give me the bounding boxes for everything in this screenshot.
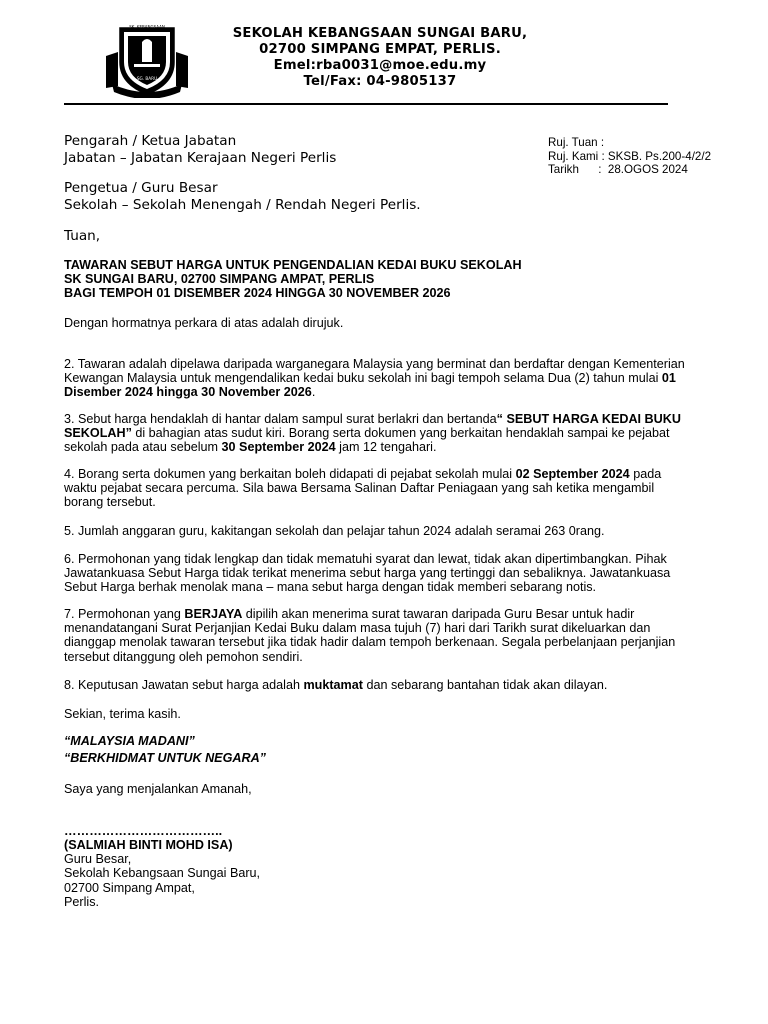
recipient-line: Jabatan – Jabatan Kerajaan Negeri Perlis	[64, 150, 337, 166]
ref-ruj-kami: Ruj. Kami : SKSB. Ps.200-4/2/2	[548, 149, 712, 163]
title-line: TAWARAN SEBUT HARGA UNTUK PENGENDALIAN KEDAI BUKU SEKOLAH	[64, 258, 522, 272]
paragraph-5: 5. Jumlah anggaran guru, kakitangan sekolah dan pelajar tahun 2024 adalah seramai 263 0rang.	[64, 524, 605, 538]
motto-line: “MALAYSIA MADANI”	[64, 734, 195, 748]
p2-end: .	[311, 385, 316, 400]
signature-dots: ………………………………..	[64, 824, 223, 838]
p8-text-2: dan sebarang bantahan tidak akan dilayan.	[362, 678, 608, 692]
signatory-title: Guru Besar,	[64, 852, 132, 867]
ref-tarikh: Tarikh : 28.OGOS 2024	[548, 163, 688, 176]
ref-ruj-tuan: Ruj. Tuan :	[548, 136, 605, 149]
p8-text: 8. Keputusan Jawatan sebut harga adalah	[64, 678, 304, 692]
p3-text-3: jam 12 tengahari.	[335, 440, 437, 455]
p3-text: 3. Sebut harga hendaklah di hantar dalam sampul surat berlakri dan bertanda	[64, 412, 497, 426]
signoff-amanah: Saya yang menjalankan Amanah,	[64, 782, 252, 796]
p3-label: “ SEBUT HARGA KEDAI BUKU SEKOLAH”	[64, 412, 681, 441]
p3-deadline: 30 September 2024	[221, 440, 336, 455]
school-phone: Tel/Fax: 04-9805137	[303, 74, 457, 89]
recipient-line: Pengarah / Ketua Jabatan	[64, 133, 237, 149]
p7-emphasis: BERJAYA	[184, 607, 243, 621]
motto-line: “BERKHIDMAT UNTUK NEGARA”	[64, 751, 266, 765]
signatory-address: 02700 Simpang Ampat,	[64, 880, 195, 895]
school-crest-logo	[104, 22, 190, 98]
p8-emphasis: muktamat	[303, 678, 363, 692]
title-line: SK SUNGAI BARU, 02700 SIMPANG AMPAT, PERLIS	[64, 271, 375, 286]
paragraph-2	[64, 357, 694, 400]
paragraph-7	[64, 607, 694, 664]
crest-text-bottom: SG. BARU	[136, 76, 158, 81]
p4-date: 02 September 2024	[515, 467, 630, 481]
recipient-block-1	[64, 133, 336, 167]
p3-text-2: di bahagian atas sudut kiri. Borang serta dokumen yang berkaitan hendaklah sampai ke pejabat sekolah pada atau sebelum	[64, 426, 670, 455]
signatory-school: Sekolah Kebangsaan Sungai Baru,	[64, 866, 261, 881]
header-divider	[64, 103, 668, 105]
p2-text: 2. Tawaran adalah dipelawa daripada warganegara Malaysia yang berminat dan berdaftar dengan Kementerian Kewangan Malaysia untuk mengendalikan kedai buku sekolah ini bagi tempoh selama Dua (2) tahun mulai	[64, 357, 685, 386]
title-line: BAGI TEMPOH 01 DISEMBER 2024 HINGGA 30 NOVEMBER 2026	[64, 285, 451, 300]
recipient-block-2	[64, 180, 421, 214]
paragraph-4	[64, 467, 692, 510]
intro-paragraph: Dengan hormatnya perkara di atas adalah dirujuk.	[64, 316, 344, 330]
recipient-line: Sekolah – Sekolah Menengah / Rendah Negeri Perlis.	[64, 197, 421, 213]
signatory-name: (SALMIAH BINTI MOHD ISA)	[64, 838, 233, 852]
p2-dates: 01 Disember 2024 hingga 30 November 2026	[64, 371, 676, 400]
paragraph-3	[64, 412, 684, 455]
reference-block	[548, 136, 711, 177]
p4-text: 4. Borang serta dokumen yang berkaitan boleh didapati di pejabat sekolah mulai	[64, 467, 516, 481]
school-address: 02700 SIMPANG EMPAT, PERLIS.	[259, 42, 501, 57]
paragraph-6: 6. Permohonan yang tidak lengkap dan tidak mematuhi syarat dan lewat, tidak akan dipertimbangkan. Pihak Jawatankuasa Sebut Harga tidak terikat menerima sebut harga yang tertinggi dan sebaliknya. Jawatankuasa Sebut Harga berhak menolak mana – mana sebut harga dengan tidak memberi sebarang notis.	[64, 552, 671, 595]
recipient-line: Pengetua / Guru Besar	[64, 180, 218, 196]
school-email: Emel:rba0031@moe.edu.my	[273, 58, 487, 73]
crest-text-top: SK. KEBANGSAAN	[129, 24, 165, 30]
salutation: Tuan,	[64, 228, 101, 244]
p7-text-2: dipilih akan menerima surat tawaran daripada Guru Besar untuk hadir menandatangani Surat Perjanjian Kedai Buku dalam masa tujuh (7) hari dari Tarikh surat dikeluarkan dan dianggap menolak tawaran tersebut jika tidak hadir dalam tempoh berkenaan. Segala perbelanjaan perjanjian tersebut ditanggung oleh pemohon sendiri.	[64, 607, 676, 664]
school-name: SEKOLAH KEBANGSAAN SUNGAI BARU,	[232, 26, 528, 41]
letter-title	[64, 259, 522, 300]
signoff-block	[64, 838, 260, 909]
p7-text: 7. Permohonan yang	[64, 607, 185, 621]
paragraph-8	[64, 678, 694, 692]
letterhead	[200, 26, 560, 90]
motto	[64, 733, 266, 767]
closing-line: Sekian, terima kasih.	[64, 707, 181, 721]
p4-text-2: pada waktu pejabat secara percuma. Sila bawa Bersama Salinan Daftar Peniagaan yang sah ketika mengambil borang tersebut.	[64, 467, 662, 510]
signatory-state: Perlis.	[64, 894, 99, 909]
